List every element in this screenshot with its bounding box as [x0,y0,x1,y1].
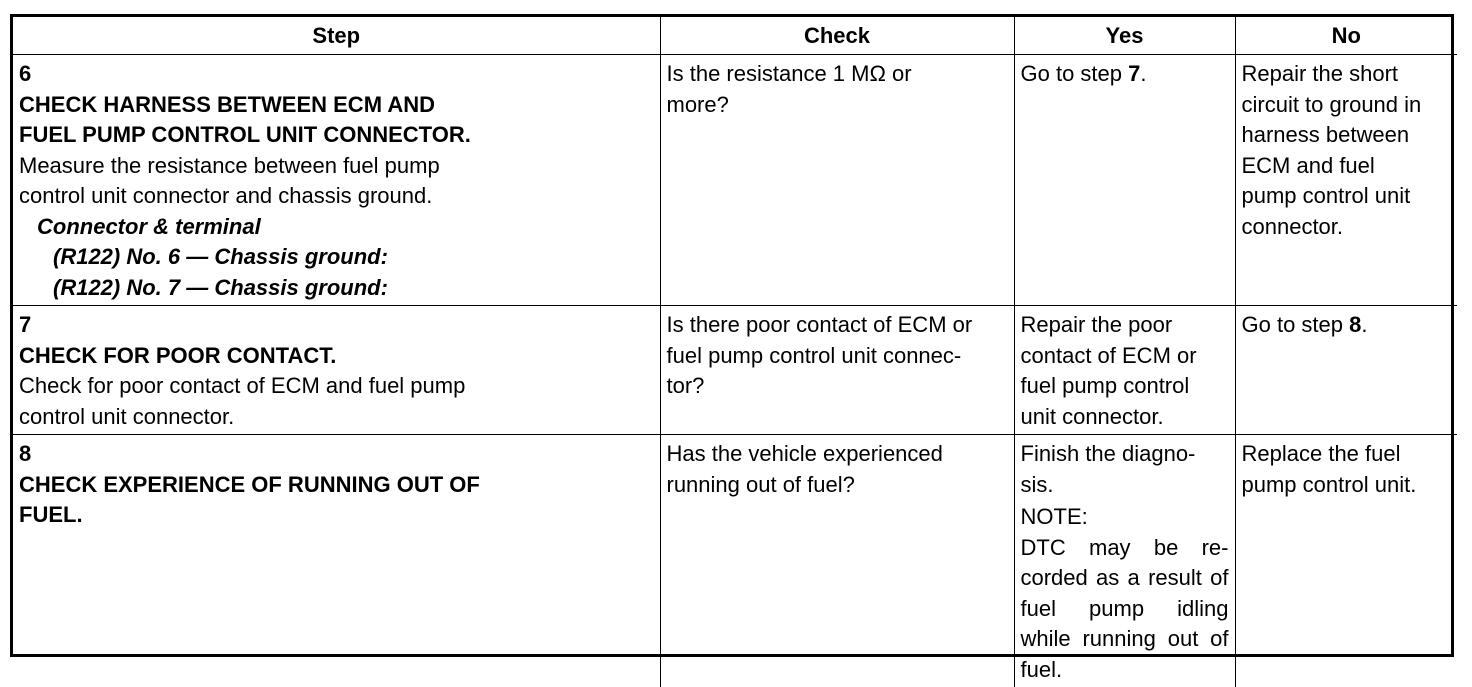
step-reference: 7 [1128,61,1140,86]
check-cell [660,435,1014,687]
yes-line: Finish the diagno- [1021,439,1229,470]
yes-line: sis. [1021,470,1229,501]
yes-line: fuel pump control [1021,371,1229,402]
step-title-line: CHECK EXPERIENCE OF RUNNING OUT OF [19,470,537,501]
no-text: Go to step [1242,312,1350,337]
yes-cell [1014,306,1235,435]
header-check: Check [660,17,1014,55]
table-row [13,55,1457,306]
yes-cell [1014,55,1235,306]
connector-terminal-label: Connector & terminal [19,212,537,243]
no-text-end: . [1361,312,1367,337]
yes-line: Repair the poor [1021,310,1229,341]
terminal-spec: (R122) No. 6 — Chassis ground: [19,242,537,273]
step-reference: 8 [1349,312,1361,337]
check-line: more? [667,90,1008,121]
header-yes: Yes [1014,17,1235,55]
step-title-line: CHECK FOR POOR CONTACT. [19,341,537,372]
yes-line: contact of ECM or [1021,341,1229,372]
check-cell [660,306,1014,435]
step-description-line: Measure the resistance between fuel pump [19,151,537,182]
note-text: DTC may be re- corded as a result of fuel pump idling while running out of fuel. [1021,533,1229,686]
no-line: pump control unit. [1242,470,1452,501]
no-cell [1235,55,1457,306]
step-cell [13,306,660,435]
step-description-line: control unit connector. [19,402,537,433]
no-cell [1235,435,1457,687]
table-row [13,306,1457,435]
step-number: 6 [19,59,137,90]
step-cell [13,55,660,306]
header-step: Step [13,17,660,55]
check-line: fuel pump control unit connec- [667,341,1008,372]
no-line: harness between [1242,120,1452,151]
check-line: Is the resistance 1 MΩ or [667,59,1008,90]
header-no: No [1235,17,1457,55]
no-line: Repair the short [1242,59,1452,90]
note-label: NOTE: [1021,502,1229,533]
no-line: connector. [1242,212,1452,243]
diagnostic-table-frame [10,14,1454,657]
no-line: circuit to ground in [1242,90,1452,121]
step-title-line: CHECK HARNESS BETWEEN ECM AND [19,90,537,121]
yes-line: unit connector. [1021,402,1229,433]
step-title-line: FUEL PUMP CONTROL UNIT CONNECTOR. [19,120,537,151]
diagnostic-table [13,17,1457,687]
yes-text: Go to step [1021,61,1129,86]
no-cell [1235,306,1457,435]
step-description-line: Check for poor contact of ECM and fuel pump [19,371,537,402]
yes-text-end: . [1140,61,1146,86]
no-line: ECM and fuel [1242,151,1452,182]
no-line: Replace the fuel [1242,439,1452,470]
check-line: tor? [667,371,1008,402]
table-row [13,435,1457,687]
no-line: pump control unit [1242,181,1452,212]
step-number: 8 [19,439,137,470]
no-line [1242,310,1452,341]
step-cell [13,435,660,687]
terminal-spec: (R122) No. 7 — Chassis ground: [19,273,537,304]
check-line: running out of fuel? [667,470,1008,501]
yes-cell [1014,435,1235,687]
step-number: 7 [19,310,137,341]
step-title-line: FUEL. [19,500,537,531]
check-line: Is there poor contact of ECM or [667,310,1008,341]
yes-line [1021,59,1229,90]
step-description-line: control unit connector and chassis ground. [19,181,537,212]
check-line: Has the vehicle experienced [667,439,1008,470]
header-row [13,17,1457,55]
check-cell [660,55,1014,306]
